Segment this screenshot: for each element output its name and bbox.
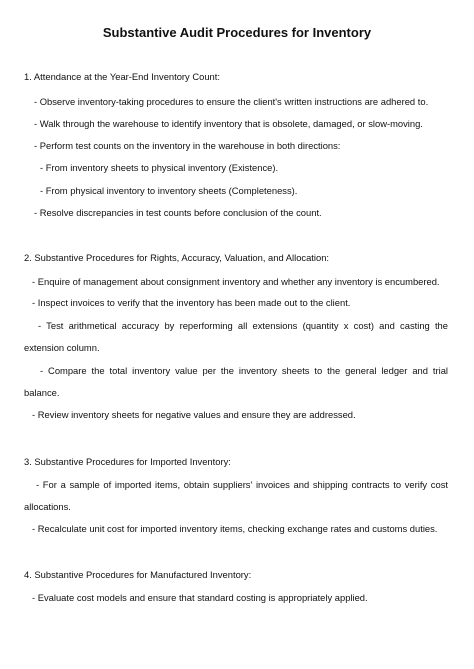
section-2-item-4: - Compare the total inventory value per the inventory sheets to the general ledger and trial [40, 365, 448, 376]
section-4-item-1: - Evaluate cost models and ensure that standard costing is appropriately applied. [32, 592, 368, 603]
section-1-item-1: - Observe inventory-taking procedures to ensure the client's written instructions are adhered to. [34, 96, 429, 107]
section-2-item-3-continued: extension column. [24, 342, 100, 353]
section-2-heading: 2. Substantive Procedures for Rights, Accuracy, Valuation, and Allocation: [24, 252, 330, 263]
section-3-heading: 3. Substantive Procedures for Imported Inventory: [24, 456, 231, 467]
section-2-item-4-continued: balance. [24, 387, 60, 398]
section-1-heading: 1. Attendance at the Year-End Inventory Count: [24, 71, 220, 82]
section-1-item-3: - Perform test counts on the inventory in the warehouse in both directions: [34, 140, 341, 151]
section-4-heading: 4. Substantive Procedures for Manufactured Inventory: [24, 569, 252, 580]
document-title: Substantive Audit Procedures for Inventory [102, 25, 372, 40]
section-1-item-2: - Walk through the warehouse to identify inventory that is obsolete, damaged, or slow-moving. [34, 118, 423, 129]
section-2-item-1: - Enquire of management about consignment inventory and whether any inventory is encumbered. [32, 276, 440, 287]
section-3-item-1-continued: allocations. [24, 501, 71, 512]
section-2-item-5: - Review inventory sheets for negative values and ensure they are addressed. [32, 409, 356, 420]
section-3-item-1: - For a sample of imported items, obtain suppliers' invoices and shipping contracts to verify cost [36, 479, 448, 490]
section-1-subitem-1: - From inventory sheets to physical inventory (Existence). [40, 162, 279, 173]
section-3-item-2: - Recalculate unit cost for imported inventory items, checking exchange rates and customs duties. [32, 523, 438, 534]
section-2-item-3: - Test arithmetical accuracy by reperforming all extensions (quantity x cost) and casting the [38, 320, 448, 331]
section-1-subitem-2: - From physical inventory to inventory sheets (Completeness). [40, 185, 298, 196]
section-2-item-2: - Inspect invoices to verify that the inventory has been made out to the client. [32, 297, 351, 308]
section-1-item-4: - Resolve discrepancies in test counts before conclusion of the count. [34, 207, 322, 218]
